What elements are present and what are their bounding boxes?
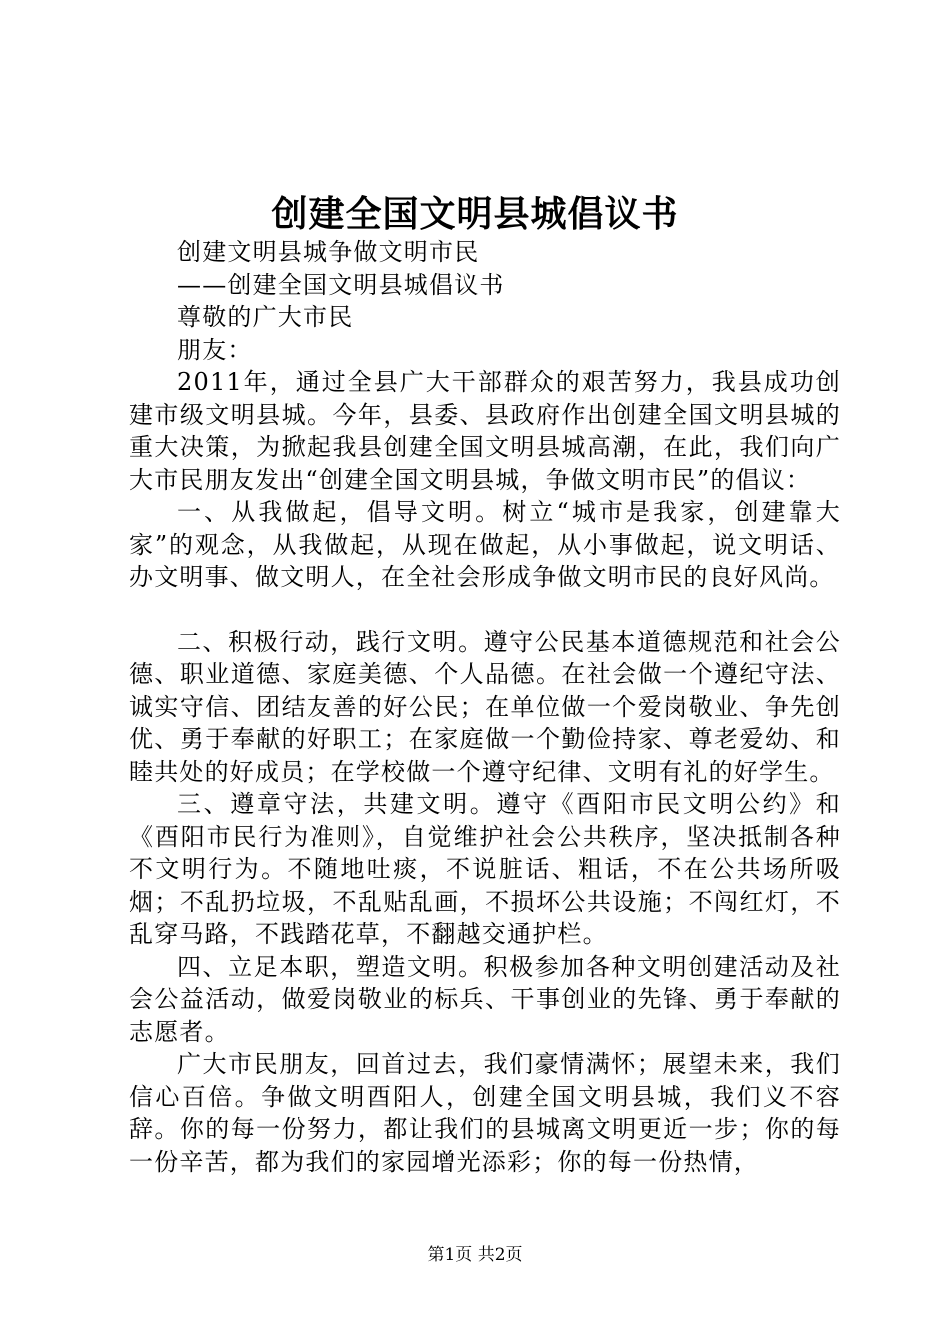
document-body — [129, 236, 841, 1178]
paragraph-item-1: 一、从我做起，倡导文明。树立“城市是我家，创建靠大家”的观念，从我做起，从现在做起，从小事做起，说文明话、办文明事、做文明人，在全社会形成争做文明市民的良好风尚。 — [129, 498, 841, 591]
paragraph-item-3: 三、遵章守法，共建文明。遵守《酉阳市民文明公约》和《酉阳市民行为准则》，自觉维护社会公共秩序，坚决抵制各种不文明行为。不随地吐痰，不说脏话、粗话，不在公共场所吸烟；不乱扔垃圾，不乱贴乱画，不损坏公共设施；不闯红灯，不乱穿马路，不践踏花草，不翻越交通护栏。 — [129, 790, 841, 948]
paragraph-closing: 广大市民朋友，回首过去，我们豪情满怀；展望未来，我们信心百倍。争做文明酉阳人，创建全国文明县城，我们义不容辞。你的每一份努力，都让我们的县城离文明更近一步；你的每一份辛苦，都为我们的家园增光添彩；你的每一份热情， — [129, 1050, 841, 1176]
subtitle-line: 创建文明县城争做文明市民 — [177, 238, 480, 266]
salutation-line-1: 尊敬的广大市民 — [177, 303, 354, 331]
paragraph-spacer — [129, 594, 841, 626]
paragraph-item-2: 二、积极行动，践行文明。遵守公民基本道德规范和社会公德、职业道德、家庭美德、个人品德。在社会做一个遵纪守法、诚实守信、团结友善的好公民；在单位做一个爱岗敬业、争先创优、勇于奉献的好职工；在家庭做一个勤俭持家、尊老爱幼、和睦共处的好成员；在学校做一个遵守纪律、文明有礼的好学生。 — [129, 627, 841, 786]
dash-title-line: ——创建全国文明县城倡议书 — [177, 270, 505, 299]
paragraph-item-4: 四、立足本职，塑造文明。积极参加各种文明创建活动及社会公益活动，做爱岗敬业的标兵、干事创业的先锋、勇于奉献的志愿者。 — [129, 952, 841, 1046]
paragraph-intro: 2011年，通过全县广大干部群众的艰苦努力，我县成功创建市级文明县城。今年，县委、县政府作出创建全国文明县城的重大决策，为掀起我县创建全国文明县城高潮，在此，我们向广大市民朋友发出“创建全国文明县城，争做文明市民”的倡议： — [129, 368, 841, 494]
document-title: 创建全国文明县城倡议书 — [271, 193, 679, 235]
page-number-footer: 第1页 共2页 — [427, 1245, 523, 1265]
salutation-line-2: 朋友： — [177, 335, 253, 364]
